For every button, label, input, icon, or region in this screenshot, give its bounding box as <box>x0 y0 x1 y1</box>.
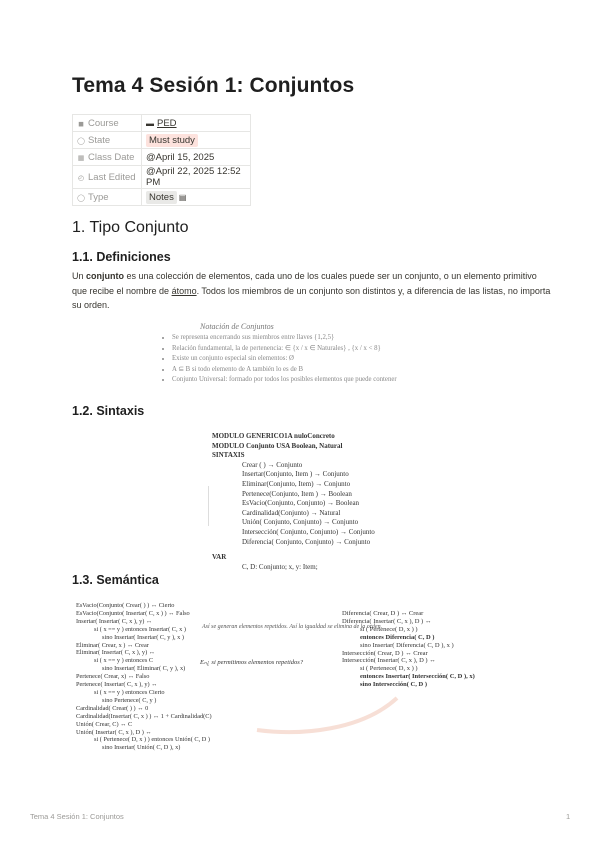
property-value: PED <box>157 117 177 129</box>
notation-item: • Conjunto Universal: formado por todos los posibles elementos que puede contener <box>172 375 445 386</box>
semantics-axiom-line: entonces Diferencia( C, D ) <box>360 633 435 641</box>
semantics-axiom-line: Unión( Insertar( C, x ), D ) ↔ <box>76 728 152 736</box>
notation-item: • Existe un conjunto especial sin elementos: Ø <box>172 354 445 365</box>
property-value: @April 15, 2025 <box>146 151 215 163</box>
syntax-line: Insertar(Conjunto, Item ) → Conjunto <box>242 470 349 479</box>
para-text: Un <box>72 271 87 281</box>
definition-paragraph <box>72 269 552 313</box>
syntax-line: Eliminar(Conjunto, Item) → Conjunto <box>242 479 351 488</box>
semantics-axiom-line: sino Pertenece( C, y ) <box>102 696 157 704</box>
property-key: Type <box>88 191 109 203</box>
syntax-line: VAR <box>212 553 227 562</box>
semantics-axiom-line: sino Insertar( Eliminar( C, y ), x) <box>102 665 186 673</box>
semantics-axiom-line: si ( x == y ) entonces Cierto <box>94 688 165 696</box>
semantics-right-column <box>342 610 557 689</box>
semantics-axiom-line: Pertenece( Insertar( C, x ), y) ↔ <box>76 681 158 689</box>
property-key: Last Edited <box>88 171 136 183</box>
footer-title: Tema 4 Sesión 1: Conjuntos <box>30 812 124 821</box>
property-row <box>73 166 251 189</box>
property-value-cell[interactable] <box>142 166 251 189</box>
semantics-axiom-line: Eliminar( Crear, x ) ↔ Crear <box>76 641 149 649</box>
notation-list <box>160 333 445 386</box>
semantics-axiom-line: EsVacio(Conjunto( Crear( ) ) ↔ Cierto <box>76 602 175 609</box>
property-key-cell <box>73 149 142 166</box>
semantics-axiom-line: si ( Pertenece( D, x ) ) <box>360 665 418 673</box>
semantics-axiom-line: EsVacio(Conjunto( Insertar( C, x ) ) ↔ Falso <box>76 609 190 617</box>
semantics-note-repetidos: Así se generan elementos repetidos. Así la igualdad se elimina de la orden. <box>202 624 383 630</box>
property-key: Class Date <box>88 151 135 163</box>
notation-item: • A ⊆ B si todo elemento de A también lo es de B <box>172 365 445 376</box>
property-value-cell[interactable] <box>142 149 251 166</box>
property-row <box>73 115 251 132</box>
semantics-axiom-line: Intersección( Insertar( C, x ), D ) ↔ <box>342 657 436 665</box>
syntax-line: C, D: Conjunto; x, y: Item; <box>242 562 318 571</box>
property-icon: ◯ <box>77 137 85 145</box>
semantics-axiom-line: Cardinalidad(Insertar( C, x ) ) ↔ 1 + Cardinalidad(C) <box>76 712 212 720</box>
page-number: 1 <box>566 812 571 821</box>
para-text: es una colección de elementos, cada uno de los cuales puede ser un conjunto, o un elemento primitivo que recibe el nombre de <box>72 271 537 296</box>
para-text: . Todos los miembros de un conjunto son distintos y, a diferencia de las listas, no importa su orden. <box>72 285 551 310</box>
property-row <box>73 189 251 206</box>
semantics-axiom-line: si ( Pertenece( D, x ) ) <box>360 625 418 633</box>
property-icon: ◼ <box>78 120 84 128</box>
subsection-heading-semantica: 1.3. Semántica <box>72 573 159 587</box>
property-key-cell <box>73 189 142 206</box>
property-key-cell <box>73 132 142 149</box>
subsection-heading-definiciones: 1.1. Definiciones <box>72 250 171 264</box>
semantics-axiom-line: sino Insertar( Unión( C, D ), x) <box>102 744 181 752</box>
para-bold-term: conjunto <box>86 271 125 281</box>
semantics-axiom-line: sino Insertar( Insertar( C, y ), x ) <box>102 633 185 641</box>
property-key: State <box>88 134 111 146</box>
syntax-line: EsVacio(Conjunto, Conjunto) → Boolean <box>242 499 360 508</box>
course-icon: ▬ <box>146 118 154 128</box>
syntax-line: MODULO GENERICO1A nuloConcreto <box>212 432 335 440</box>
property-icon: ◴ <box>77 174 85 182</box>
semantics-axiom-line: si ( x == y ) entonces C <box>94 657 154 665</box>
property-key: Course <box>88 117 119 129</box>
semantics-image <box>72 600 562 752</box>
semantics-note-question: Eₙ¿ si permitimos elementos repetidos? <box>200 659 304 666</box>
image-margin-line <box>208 486 215 526</box>
semantics-axiom-line: sino Intersección( C, D ) <box>360 681 427 689</box>
semantics-axiom-line: entonces Insertar( Intersección( C, D ), x) <box>360 673 475 681</box>
semantics-axiom-line: Unión( Crear, C) ↔ C <box>76 720 133 728</box>
property-icon: ◯ <box>77 194 85 202</box>
syntax-line: SINTAXIS <box>212 451 245 460</box>
property-value: Must study <box>146 134 198 147</box>
syntax-line: Unión( Conjunto, Conjunto) → Conjunto <box>242 518 359 527</box>
syntax-line: Cardinalidad(Conjunto) → Natural <box>242 508 341 517</box>
decorative-swoosh <box>252 690 402 738</box>
semantics-axiom-line: Pertenece( Crear, x) ↔ Falso <box>76 673 150 681</box>
property-value-cell[interactable] <box>142 132 251 149</box>
semantics-axiom-line: Intersección( Crear, D ) ↔ Crear <box>342 649 428 657</box>
property-row <box>73 149 251 166</box>
atomo-link[interactable]: átomo <box>171 285 197 296</box>
semantics-axiom-line: si ( x == y ) entonces Insertar( C, x ) <box>94 625 186 633</box>
semantics-axiom-line: Insertar( Insertar( C, x ), y) ↔ <box>76 617 153 625</box>
semantics-axiom-line: Diferencia( Crear, D ) ↔ Crear <box>342 610 424 617</box>
property-key-cell <box>73 166 142 189</box>
semantics-axiom-line: sino Insertar( Diferencia( C, D ), x ) <box>360 641 454 649</box>
property-value-cell[interactable] <box>142 115 251 132</box>
semantics-axiom-line: si ( Pertenece( D, x ) ) entonces Unión( C, D ) <box>94 736 210 744</box>
property-icon: ▦ <box>77 154 85 162</box>
semantics-axiom-line: Eliminar( Insertar( C, x ), y) ↔ <box>76 649 156 657</box>
property-key-cell <box>73 115 142 132</box>
section-heading-tipo-conjunto: 1. Tipo Conjunto <box>72 219 189 236</box>
syntax-line: Pertenece(Conjunto, Item ) → Boolean <box>242 489 352 498</box>
syntax-image <box>212 432 387 571</box>
properties-table <box>72 114 251 206</box>
page-title: Tema 4 Sesión 1: Conjuntos <box>72 74 355 97</box>
notation-heading: Notación de Conjuntos <box>200 322 274 331</box>
notes-icon: ▤ <box>178 192 187 202</box>
subsection-heading-sintaxis: 1.2. Sintaxis <box>72 404 145 418</box>
property-value: Notes <box>146 191 177 204</box>
semantics-axiom-line: Cardinalidad( Crear( ) ) ↔ 0 <box>76 704 149 712</box>
notation-item: • Se representa encerrando sus miembros entre llaves {1,2,5} <box>172 333 445 344</box>
syntax-line: Intersección( Conjunto, Conjunto) → Conjunto <box>242 527 375 536</box>
syntax-line: Crear ( ) → Conjunto <box>242 460 303 469</box>
notation-item: • Relación fundamental, la de pertenencia: ∈ {x / x ∈ Naturales} , {x / x < 8} <box>172 344 445 355</box>
notation-image <box>160 322 445 390</box>
syntax-line: MODULO Conjunto USA Boolean, Natural <box>212 441 343 450</box>
semantics-axiom-line: Diferencia( Insertar( C, x ), D ) ↔ <box>342 617 432 625</box>
property-value-cell[interactable] <box>142 189 251 206</box>
property-value: @April 22, 2025 12:52 PM <box>146 166 241 188</box>
syntax-line: Diferencia( Conjunto, Conjunto) → Conjunto <box>242 537 371 546</box>
property-row <box>73 132 251 149</box>
